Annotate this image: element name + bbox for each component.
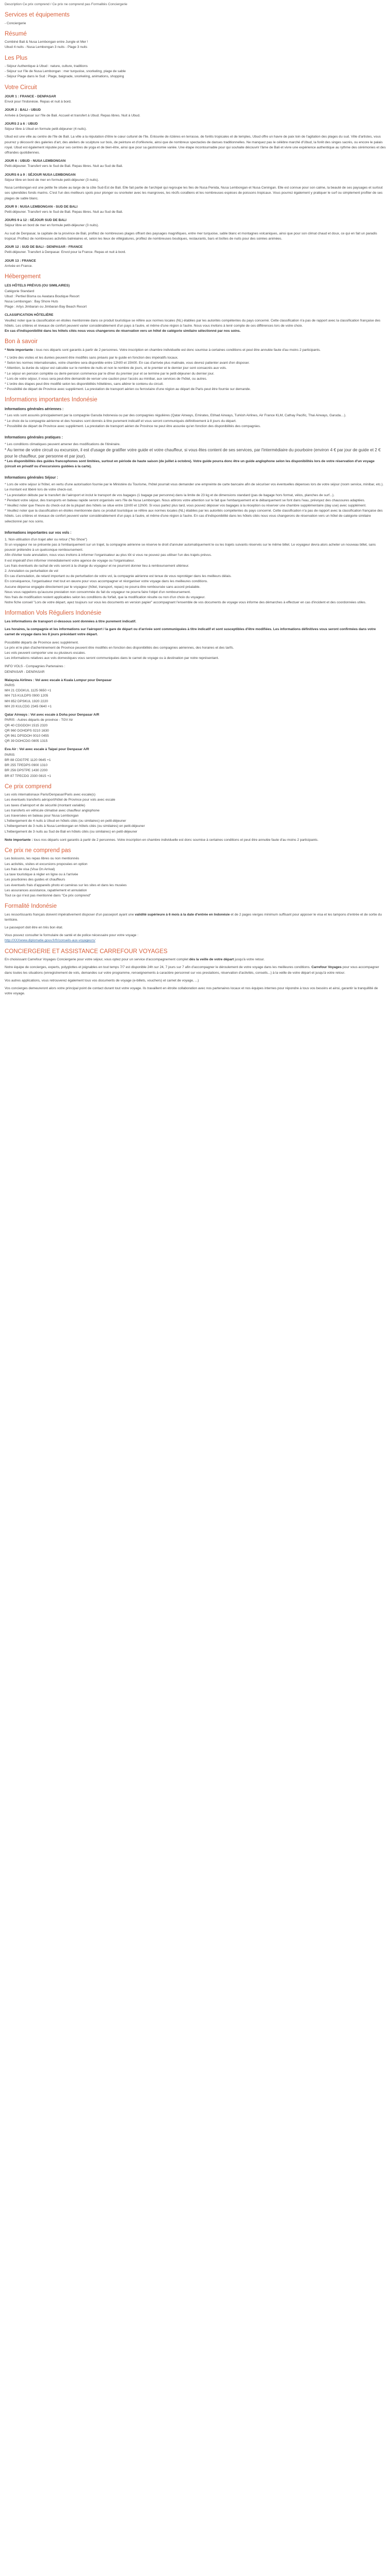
info-line: 1. Non-utilisation d'un trajet aller ou retour ("No Show")	[5, 537, 87, 541]
infos-importantes-section	[5, 396, 386, 605]
flight-line: BR 256 DPSTPE 1430 2200	[5, 769, 48, 773]
day-text: Ubud est une ville au centre de l'île de Bali. La ville a la réputation d'être le cœur culturel de l'île. Entourée de rizières en terrasse, de forêts tropicales et de temples, Ubud offre un havre de paix loin de l'agitation des plages du sud. Ville d'artistes, vous pourrez y découvrir des galeries d'art, des ateliers de sculpture sur bois, de peinture et d'orfèvrerie, ainsi que de nombreux spectacles de danses traditionnelles. Ne manquez pas le célèbre marché d'Ubud, la forêt des singes sacrés, ou encore le palais royal. Ubud est également réputée pour ses centres de yoga et de bien-être, ainsi que pour sa gastronomie variée. Une étape incontournable pour qui souhaite découvrir l'âme de Bali et vivre une expérience authentique au rythme des cérémonies et des offrandes quotidiennes.	[5, 135, 386, 155]
info-subtitle: Informations générales pratiques :	[5, 436, 63, 440]
excluded-line: Tout ce qui n'est pas mentionné dans "Ce prix comprend"	[5, 894, 91, 897]
info-line: Nos frais de modification restent applicables selon les conditions du forfait, que la modification résulte ou non d'un choix du voyageur.	[5, 596, 206, 600]
day-text: Petit-déjeuner. Transfert vers le Sud de Bali. Repas libres. Nuit au Sud de Bali.	[5, 164, 123, 168]
excluded-line: Les activités, visites et excursions proposées en option	[5, 862, 88, 866]
conciergerie-text: Notre équipe de concierges, experts, polyglottes et joignables en tout temps 7/7 est disponible 24h sur 24, 7 jours sur 7 afin d'accompagner le déroulement de votre voyage dans les meilleures conditions.	[5, 965, 311, 970]
flight-line: MH 21 CDGKUL 1125 0650 +1	[5, 689, 52, 693]
note-line: * L'ordre des visites et les durées peuvent être modifiés sans préavis par le guide en fonction des impératifs locaux.	[5, 355, 178, 360]
included-line: Les traversées en bateau pour Nusa Lembongan	[5, 814, 79, 818]
conciergerie-text: Vos concierges demeureront alors votre principal point de contact durant tout votre voyage. Ils travaillent en étroite collaboration avec nos partenaires locaux et nos équipes internes pour répondre à tous vos besoins et ainsi, garantir la tranquillité de votre voyage.	[5, 986, 378, 996]
classification-note: En cas d'indisponibilité dans les hôtels cités nous vous changerons de réservation vers un hôtel de catégorie similaire sélectionné par nos soins.	[5, 329, 241, 333]
info-line: * Le choix de la compagnie aérienne et des horaires sont donnés à titre purement indicatif et vous seront communiqués définitivement à 8 jours du départ.	[5, 419, 237, 423]
info-line: * Pendant votre séjour, des transports en bateau rapide seront organisés vers l'île de Nusa Lembongan. Nous attirons votre attention sur le fait que l'embarquement et le débarquement se font dans l'eau, prévoyez des chaussures adaptées.	[5, 498, 365, 502]
resume-section	[5, 30, 386, 50]
included-line: Les éventuels transferts aéroport/hôtel de Province pour vols avec escale	[5, 798, 116, 802]
vols-line: Le prix et le plan d'acheminement de Province peuvent être modifiés en fonction des disponibilités des compagnies aériennes, des horaires et des tarifs.	[5, 646, 234, 650]
excluded-line: La taxe touristique à régler en ligne ou à l'arrivée	[5, 873, 78, 877]
day-title: JOUR 9 : NUSA LEMBONGAN - SUD DE BALI	[5, 205, 78, 209]
info-line: * Possibilité de départ de Province avec supplément. La prestation de transport aérien de Province ne peut être assurée qu'en fonction des disponibilités des compagnies.	[5, 424, 261, 428]
les-plus-title: Les Plus	[5, 55, 28, 61]
note-text: tous nos départs sont garantis à partir de 2 personnes. Votre inscription en chambre individuelle est donc soumise à certaines conditions et peut être annulée faute d'au moins 2 participants.	[34, 838, 319, 842]
info-subtitle: Informations importantes sur vos vols :	[5, 531, 72, 535]
day-text: Arrivée en France.	[5, 264, 33, 268]
info-subtitle: Informations générales aériennes :	[5, 407, 64, 411]
bon-savoir-section	[5, 338, 386, 392]
day-title: JOURS 2 à 6 : UBUD	[5, 122, 38, 126]
flight-line: BR 255 TPEDPS 0900 1310	[5, 764, 48, 768]
note-label: * Note importante :	[5, 348, 35, 352]
info-line: * Les vols sont assurés principalement par la compagnie Garuda Indonesia ou par des compagnies régulières (Qatar Airways, Emirates, Etihad Airways, Turkish Airlines, Air France KLM, Cathay Pacific, Thai Airways, Garuda…).	[5, 414, 347, 418]
day-title: JOUR 12 : SUD DE BALI - DENPASAR - FRANCE	[5, 245, 83, 249]
vols-intro: Les informations de transport ci-dessous sont données à titre purement indicatif.	[5, 619, 136, 623]
note-text: tous nos départs sont garantis à partir de 2 personnes. Votre inscription en chambre individuelle est donc soumise à certaines conditions et peut être annulée faute d'au moins 2 participants.	[36, 348, 321, 352]
note-line: * Selon les normes internationales, votre chambre sera disponible entre 12h00 et 15h00. En cas d'arrivée plus matinale, vous devrez patienter avant d'en disposer.	[5, 361, 250, 365]
vols-reguliers-title: Information Vols Réguliers Indonésie	[5, 610, 102, 617]
vols-info-subtitle: DENPASAR - DENPASAR	[5, 670, 45, 674]
vols-line: Les vols peuvent comporter une ou plusieurs escales.	[5, 651, 86, 655]
resume-line: Combiné Bali & Nusa Lembongan entre Jungle et Mer !	[5, 40, 88, 44]
flight-line: MH 20 KULCDG 2345 0640 +1	[5, 704, 52, 708]
conciergerie-text: pour vous accompagner dans toutes les situations (enregistrement de vols, demandes sur votre programme, renseignements à caractère personnel sur vos prestations, réservation d'activités, conseils...) à la veille de votre départ et jusqu'à votre retour.	[5, 965, 379, 975]
top-nav-line: Description Ce prix comprend / Ce prix ne comprend pas Formalités Conciergerie	[5, 3, 127, 6]
bon-savoir-title: Bon à savoir	[5, 338, 38, 345]
flight-line: PARIS	[5, 753, 15, 757]
conciergerie-text: Vos autres applications, vous retrouverez également tous vos documents de voyage (e-billets, vouchers) et carnet de voyage, ...)	[5, 978, 199, 982]
hotel-line: Catégorie Standard	[5, 289, 35, 293]
vols-disclaimer: Les horaires, la compagnie et les informations sur l'aéroport / la gare de départ ou d'arrivée sont communiquées à titre indicatif et sont susceptibles d'être modifiées. Les informations définitives vous seront confirmées dans votre carnet de voyage dans les 8 jours précédant votre départ.	[5, 628, 376, 637]
les-plus-list	[5, 64, 386, 80]
vols-info-title: INFO VOLS - Compagnies Partenaires :	[5, 665, 66, 669]
formalites-text: Vous pouvez consulter le formulaire de santé et de police nécessaire pour votre voyage :	[5, 934, 139, 938]
day-title: JOUR 2 : BALI - UBUD	[5, 108, 41, 112]
note-line: * Lors de votre séjour, il vous sera peut-être demandé de verser une caution pour l'accès au minibar, aux services de l'hôtel, ou autres.	[5, 377, 207, 381]
included-line: Les taxes d'aéroport et de sécurité (montant variable)	[5, 803, 85, 807]
list-item: - Séjour Plage dans le Sud : Plage, baignade, snorkeling, animations, shopping	[5, 74, 386, 79]
excluded-line: Les éventuels frais d'appareils photo et caméras sur les sites et dans les musées	[5, 883, 127, 887]
vols-reguliers-section	[5, 609, 386, 778]
hotel-line: Plage : Artys Jimbaran ou Jimbaran Bay Beach Resort	[5, 305, 87, 309]
info-line: Notre fiche conseil "Lors de votre départ, ayez toujours sur vous les documents en version papier" accompagnant l'ensemble de vos documents de voyage vous informe des démarches à effectuer en cas d'incident et des coordonnées utiles.	[5, 601, 366, 605]
note-line: * Le séjour en pension complète ou demi-pension commence par le dîner du premier jour et se termine par le petit-déjeuner du dernier jour.	[5, 371, 215, 376]
les-plus-section	[5, 55, 386, 80]
diplomatie-link[interactable]: http://XXXwww.diplomatie.gouv.fr/fr/conseils-aux-voyageurs/	[5, 939, 95, 943]
info-line: * Veuillez noter que l'heure du check-out de la plupart des hôtels se situe entre 11h00 et 12h00. Si vous partez plus tard, vous pouvez déposer vos bagages à la réception ou réserver une chambre supplémentaire (day use) avec supplément.	[5, 504, 367, 508]
note-line: * Attention, la durée du séjour est calculée sur le nombre de nuits et non le nombre de jours, et le premier et le dernier jour sont consacrés aux vols.	[5, 366, 227, 370]
classification-title: CLASSIFICATION HÔTELIÈRE	[5, 313, 54, 317]
info-line: Aucune dépense engagée directement par le voyageur (hôtel, transport, repas) ne pourra être remboursée sans accord préalable.	[5, 585, 201, 589]
circuit-title: Votre Circuit	[5, 84, 37, 91]
day-title: JOURS 6 à 9 : SÉJOUR NUSA LEMBONGAN	[5, 173, 76, 177]
resume-title: Résumé	[5, 30, 27, 37]
day-title: JOUR 6 : UBUD - NUSA LEMBONGAN	[5, 159, 66, 163]
infos-importantes-title: Informations importantes Indonésie	[5, 397, 97, 403]
prix-comprend-title: Ce prix comprend	[5, 783, 52, 790]
info-line: * Veuillez noter que la classification en étoiles mentionnée dans ce produit touristique se réfère aux normes locales (NL) établies par les autorités compétentes du pays concerné. Cette classification n'a pas de rapport avec la classification française des hôtels. Les critères et niveaux de confort peuvent varier considérablement d'un pays à l'autre, et même d'une région à l'autre. En cas d'indisponibilité dans les hôtels cités nous vous changerons de réservation vers un hôtel de catégorie similaire sélectionné par nos soins.	[5, 509, 383, 523]
formalites-text: et de 2 pages vierges minimum suffisant pour apposer le visa et les tampons d'entrée et de sortie du territoire.	[5, 912, 382, 922]
conciergerie-bold: Carrefour Voyages	[311, 965, 342, 970]
flight-line: BR 87 TPECDG 2330 0815 +1	[5, 774, 51, 778]
excluded-line: Les boissons, les repas libres ou non mentionnés	[5, 857, 79, 861]
vols-line: Possibilité départs de Province avec supplément.	[5, 640, 79, 645]
info-line: Il est impératif d'en informer immédiatement votre agence de voyage ou l'organisateur.	[5, 558, 135, 563]
circuit-section	[5, 84, 386, 269]
flight-line: MH 852 DPSKUL 1920 2220	[5, 699, 48, 703]
included-line: Les vols internationaux Paris/Denpasar/Paris avec escale(s)	[5, 793, 95, 797]
info-line: * Lors de votre séjour à l'hôtel, en vertu d'une autorisation fournie par le Ministère du Tourisme, l'hôtel pourrait vous demander une empreinte de carte bancaire afin de sécuriser vos éventuelles dépenses lors de votre séjour (room service, minibar, etc.). Le montant est libéré lors de votre check-out.	[5, 483, 384, 492]
formalites-text: Le passeport doit être en très bon état.	[5, 926, 63, 930]
included-line: Les transferts en véhicule climatisé avec chauffeur anglophone	[5, 808, 100, 812]
airline-header: Eva Air : Vol avec escale à Taipei pour Denpasar A/R	[5, 748, 89, 752]
conciergerie-section	[5, 948, 386, 997]
day-title: JOURS 9 à 12 : SÉJOUR SUD DE BALI	[5, 218, 67, 223]
info-line: 2. Annulation ou perturbation de vol	[5, 569, 58, 573]
hebergement-title: Hébergement	[5, 273, 41, 280]
hebergement-section	[5, 273, 386, 334]
day-text: Petit-déjeuner. Transfert vers le Sud de Bali. Repas libres. Nuit au Sud de Bali.	[5, 210, 123, 214]
info-line: En cas d'annulation, de retard important ou de perturbation de votre vol, la compagnie aérienne est tenue de vous reprotéger dans les meilleurs délais.	[5, 574, 232, 579]
info-line: * Les disponibilités des guides francophones sont limitées, surtout en période de haute saison (de juillet à octobre). Votre guide pourra donc être un guide anglophone selon les disponibilités lors de votre réservation d'un voyage (circuit en privatif ou d'excursions guidées à la carte).	[5, 460, 374, 469]
info-line: Si un voyageur ne se présente pas à l'embarquement sur un trajet, la compagnie aérienne se réserve le droit d'annuler automatiquement le ou les trajets suivants réservés sur le même billet. Le voyageur devra alors acheter un nouveau billet, sans pouvoir prétendre à un quelconque remboursement.	[5, 543, 376, 552]
hotels-subtitle: LES HÔTELS PRÉVUS (OU SIMILAIRES)	[5, 284, 70, 288]
services-section	[5, 11, 386, 26]
day-text: Séjour libre en bord de mer en formule petit-déjeuner (3 nuits).	[5, 178, 99, 182]
info-line: Afin d'éviter toute annulation, nous vous invitons à informer l'organisateur au plus tôt si vous ne pouvez pas utiliser l'un des trajets prévus.	[5, 553, 212, 557]
prix-ne-comprend-pas-section	[5, 847, 386, 899]
classification-text: Veuillez noter que la classification en étoiles mentionnée dans ce produit touristique se réfère aux normes locales (NL) établies par les autorités compétentes du pays concerné. Cette classification n'a pas de rapport avec la classification française des hôtels. Les critères et niveaux de confort peuvent varier considérablement d'un pays à l'autre, et même d'une région à l'autre. Nous vous invitons à tenir compte de ces différences lors de votre choix.	[5, 318, 381, 328]
day-title: JOUR 13 : FRANCE	[5, 259, 36, 263]
info-subtitle: Informations générales Séjour :	[5, 476, 58, 480]
day-text: Envol pour l'Indonésie. Repas et nuit à bord.	[5, 100, 72, 104]
info-line: En conséquence, l'organisateur met tout en œuvre pour vous accompagner et réorganiser votre voyage dans les meilleures conditions.	[5, 580, 208, 584]
excluded-line: Les frais de visa (Visa On Arrival)	[5, 867, 55, 871]
list-item: - Séjour Authentique à Ubud : nature, culture, traditions	[5, 64, 386, 69]
info-line: * La prestation débute par le transfert de l'aéroport et inclut le transport de vos bagages (1 bagage par personne) dans la limite de 23 kg et de dimensions standard (pas de bagage hors format, vélos, planches de surf...).	[5, 493, 335, 497]
formalites-bold: validité supérieure à 6 mois à la date d'entrée en Indonésie	[135, 912, 230, 917]
info-line: Les frais éventuels de rachat de vols seront à la charge du voyageur et ne pourront donner lieu à remboursement ultérieur.	[5, 564, 189, 568]
flight-line: PARIS	[5, 684, 15, 688]
day-text: Séjour libre en bord de mer en formule petit-déjeuner (3 nuits).	[5, 224, 99, 228]
hotel-line: Ubud : Pertiwi Bisma ou Awatara Boutique Resort	[5, 294, 80, 298]
flight-line: QR 960 DOHDPS 0210 1630	[5, 728, 49, 733]
vols-line: Les informations relatives aux vols domestiques vous seront communiquées dans le carnet de voyage ou à destination par notre représentant.	[5, 656, 219, 660]
day-text: Arrivée à Denpasar sur l'île de Bali. Accueil et transfert à Ubud. Repas libres. Nuit à Ubud.	[5, 113, 140, 117]
prix-ne-comprend-pas-title: Ce prix ne comprend pas	[5, 848, 71, 854]
day-text: Petit-déjeuner. Transfert à Denpasar. Envol pour la France. Repas et nuit à bord.	[5, 250, 126, 255]
formalites-text: Les ressortissants français doivent impérativement disposer d'un passeport ayant une	[5, 912, 134, 917]
page	[0, 0, 391, 1011]
info-line: Nous vous rappelons qu'aucune prestation non consommée du fait du voyageur ne pourra faire l'objet d'un remboursement.	[5, 590, 191, 594]
list-item: - Séjour sur l'île de Nusa Lembongan : mer turquoise, snorkeling, plage de sable	[5, 69, 386, 74]
airline-header: Malaysia Airlines : Vol avec escale à Kuala Lumpur pour Denpasar	[5, 678, 112, 682]
day-text: Nusa Lembongan est une petite île située au large de la côte Sud-Est de Bali. Elle fait partie de l'archipel qui regroupe les îles de Nusa Penida, Nusa Lembongan et Nusa Ceningan. Elle est connue pour son calme, la beauté de ses paysages et surtout ses splendides fonds marins. C'est l'un des meilleurs spots pour plonger ou snorkeler avec les mangroves, les récifs coralliens et les nombreuses espèces de poissons tropicaux. Vous pourrez également y pratiquer le surf ou simplement profiter de ses plages de sable blanc.	[5, 186, 383, 200]
included-line: L'hébergement de 3 nuits à Nusa Lembongan en hôtels cités (ou similaires) en petit-déjeuner	[5, 824, 145, 828]
day-text: Au sud de Denpasar, la capitale de la province de Bali, profitez de nombreuses plages offrant des paysages magnifiques, entre mer turquoise, sable blanc et montagnes volcaniques, ainsi que pour son climat chaud et doux, ce qui en fait un paradis tropical. Profitez de nombreuses activités balnéaires et, selon les lieux de villégiatures, profitez de nombreuses boutiques, restaurants, bars et boîtes de nuits pour des soirées animées.	[5, 231, 377, 241]
flight-line: PARIS - Autres départs de province - TGV Air	[5, 718, 73, 722]
conciergerie-text: En choisissant Carrefour Voyages Conciergerie pour votre séjour, vous optez pour un service d'accompagnement complet	[5, 958, 189, 962]
conciergerie-text: jusqu'à votre retour.	[235, 958, 265, 962]
conciergerie-title: CONCIERGERIE ET ASSISTANCE CARREFOUR VOYAGES	[5, 948, 168, 955]
flight-line: QR 39 DOHCDG 0805 1315	[5, 739, 48, 743]
day-title: JOUR 1 : FRANCE - DENPASAR	[5, 95, 56, 99]
note-line: * L'ordre des étapes peut être modifié selon les disponibilités hôtelières, sans altérer le contenu du circuit.	[5, 382, 164, 386]
included-line: L'hébergement de 4 nuits à Ubud en hôtels cités (ou similaires) en petit-déjeuner	[5, 819, 126, 823]
flight-line: BR 88 CDGTPE 1120 0645 +1	[5, 758, 51, 762]
excluded-line: Les assurances assistance, rapatriement et annulation	[5, 888, 87, 892]
info-line: * Au terme de votre circuit ou excursion, il est d'usage de gratifier votre guide et votre chauffeur, si vous êtes content de ses services, par l'intermédiaire du pourboire (environ 4 € par jour de guide et 2 € pour le chauffeur, par personne et par jour).	[5, 448, 381, 459]
day-text: Séjour libre à Ubud en formule petit-déjeuner (4 nuits).	[5, 127, 87, 131]
formalites-title: Formalité Indonésie	[5, 903, 57, 910]
prix-comprend-section	[5, 783, 386, 843]
hotel-line: Nusa Lembongan : Bay Shore Huts	[5, 299, 58, 303]
included-line: L'hébergement de 3 nuits au Sud de Bali en hôtels cités (ou similaires) en petit-déjeuner	[5, 829, 138, 834]
services-title: Services et équipements	[5, 12, 70, 19]
resume-line: Ubud 4 nuits - Nusa Lembongan 3 nuits - Plage 3 nuits	[5, 45, 88, 49]
note-label: Note importante :	[5, 838, 33, 842]
flight-line: MH 715 KULDPS 0900 1205	[5, 694, 48, 698]
formalites-section	[5, 903, 386, 943]
note-line: * Possibilité de départ de Province avec supplément. La prestation de transport aérien ou ferroviaire d'une région au départ de Paris peut être fournie sur demande.	[5, 387, 251, 392]
conciergerie-bold: dès la veille de votre départ	[189, 958, 234, 962]
flight-line: QR 40 CDGDOH 1515 2320	[5, 723, 48, 727]
info-line: * Les conditions climatiques peuvent amener des modifications de l'itinéraire.	[5, 442, 121, 446]
airline-header: Qatar Airways : Vol avec escale à Doha pour Denpasar A/R	[5, 713, 100, 717]
excluded-line: Les pourboires des guides et chauffeurs	[5, 878, 66, 882]
flight-line: QR 961 DPSDOH 0010 0455	[5, 734, 49, 738]
services-line: - Conciergerie	[5, 21, 26, 25]
